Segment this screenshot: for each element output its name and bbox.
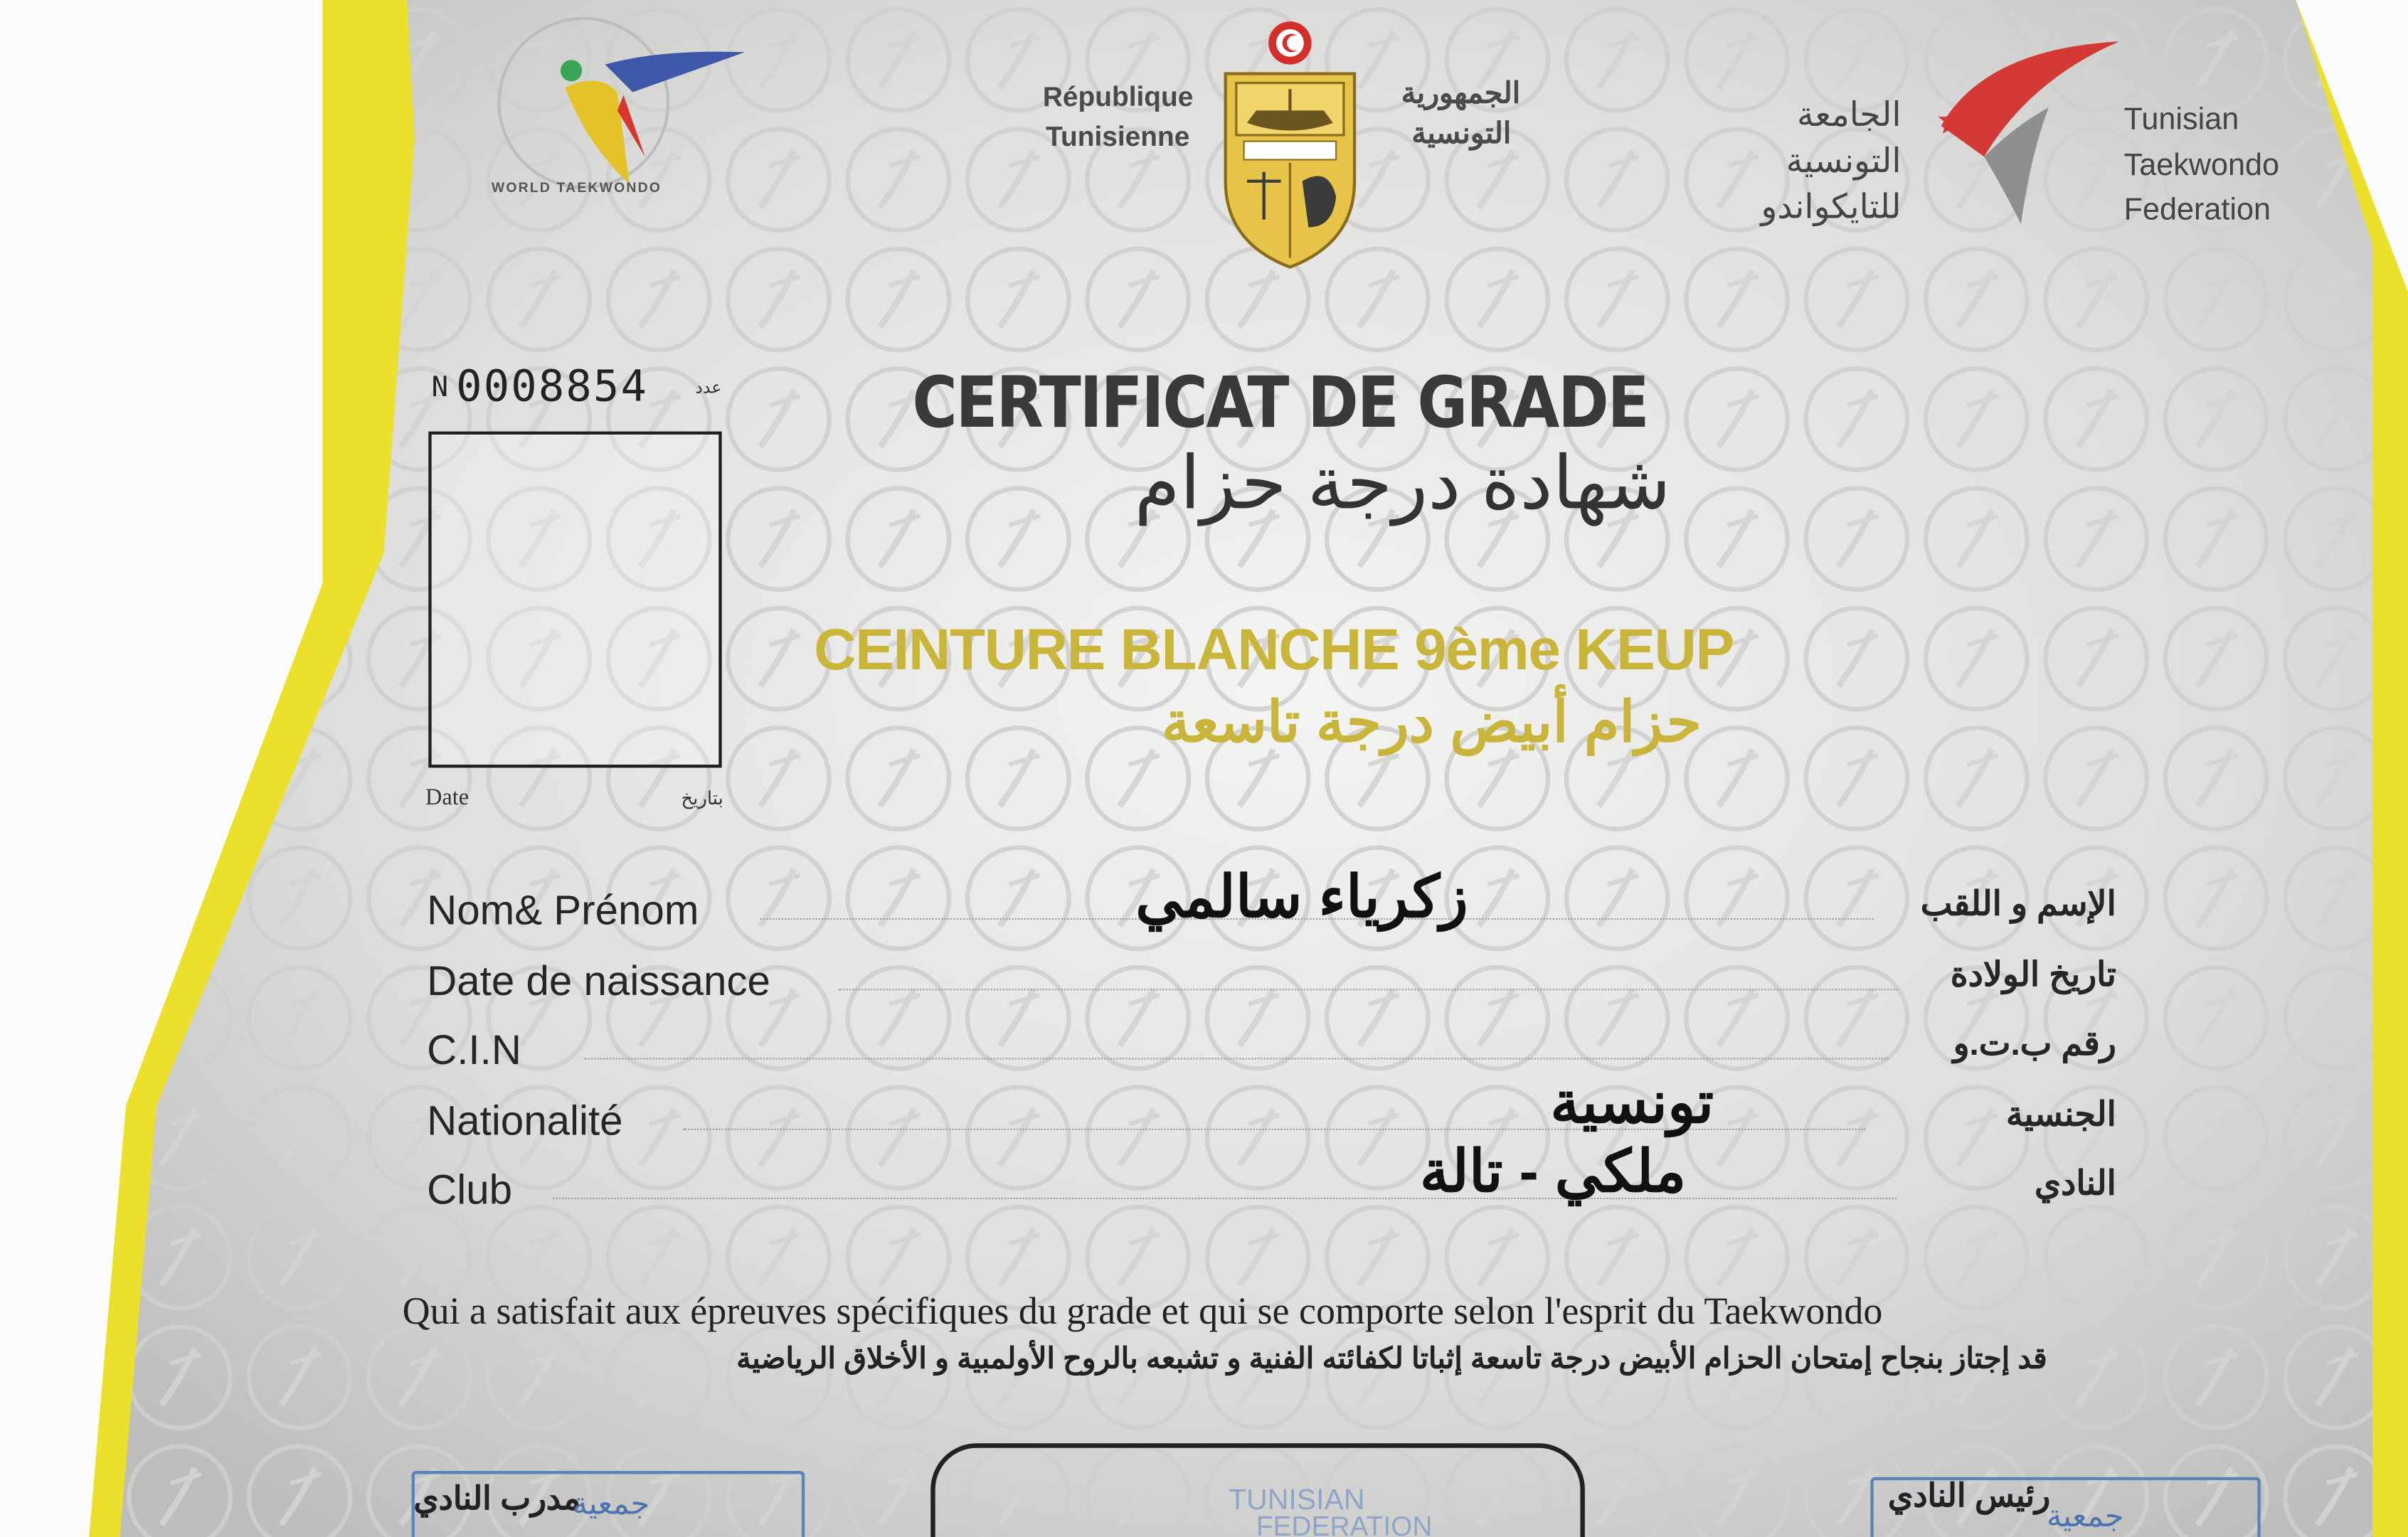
certificate-number: 0008854 [456,361,649,412]
federation-en-line3: Federation [2123,193,2271,228]
date-label-fr: Date [425,786,470,811]
left-sign-label: مدرب النادي [413,1482,581,1517]
field-label-fr-birthdate: Date de naissance [427,958,770,1004]
field-value-name: زكرياء سالمي [1135,866,1468,931]
field-label-ar-name: الإسم و اللقب [1920,884,2116,923]
field-line-cin [583,1058,1889,1059]
field-value-club: ملكي - تالة [1419,1140,1687,1206]
republic-fr-line2: Tunisienne [1046,121,1190,152]
right-sign-label: رئيس النادي [1887,1478,2050,1514]
field-label-ar-nationality: الجنسية [2006,1095,2116,1134]
tunisia-coat-of-arms [1213,12,1367,270]
field-value-nationality: تونسية [1550,1071,1714,1137]
republic-ar-line1: الجمهورية [1401,78,1521,111]
grade-ar: حزام أبيض درجة تاسعة [1161,691,1702,754]
date-label-ar: بتاريخ [681,787,723,809]
statement-ar: قد إجتاز بنجاح إمتحان الحزام الأبيض درجة تاسعة إثباتا لكفائته الفنية و تشبعه بالروح الأولمبية و الأخلاق الرياضية [736,1343,2047,1376]
certificate-number-prefix: N [431,371,449,404]
right-stamp-text: جمعية [2046,1500,2124,1534]
federation-ar-line3: للتايكواندو [1761,187,1902,226]
center-stamp-text-line1: TUNISIAN [1229,1484,1365,1517]
federation-logo [1923,33,2138,225]
field-line-club [553,1198,1897,1199]
certificate-number-ar-label: عدد [695,379,722,398]
wt-logo-text: WORLD TAEKWONDO [491,179,662,196]
field-label-ar-birthdate: تاريخ الولادة [1950,954,2116,994]
photo-box [428,432,721,768]
title-fr: CERTIFICAT DE GRADE [912,363,1648,445]
federation-ar-line1: الجامعة [1796,95,1902,134]
field-label-ar-club: النادي [2035,1164,2116,1203]
field-label-fr-club: Club [427,1166,513,1213]
title-ar: شهادة درجة حزام [1134,443,1671,526]
grade-fr: CEINTURE BLANCHE 9ème KEUP [814,618,1734,684]
statement-fr: Qui a satisfait aux épreuves spécifiques du grade et qui se comporte selon l'esprit du Taekwondo [402,1291,1883,1333]
federation-en-line1: Tunisian [2123,102,2239,137]
center-stamp-text-line2: FEDERATION [1256,1511,1433,1537]
field-label-fr-name: Nom& Prénom [427,887,699,934]
field-label-ar-cin: رقم ب.ت.و [1953,1023,2116,1063]
federation-ar-line2: التونسية [1786,141,1902,180]
republic-ar-line2: التونسية [1411,118,1512,151]
republic-fr-line1: République [1042,81,1194,112]
federation-en-line2: Taekwondo [2123,149,2280,183]
field-label-fr-nationality: Nationalité [427,1097,623,1144]
field-label-fr-cin: C.I.N [427,1027,521,1074]
left-stamp-text: جمعية [572,1487,650,1522]
field-line-birthdate [839,989,1899,990]
